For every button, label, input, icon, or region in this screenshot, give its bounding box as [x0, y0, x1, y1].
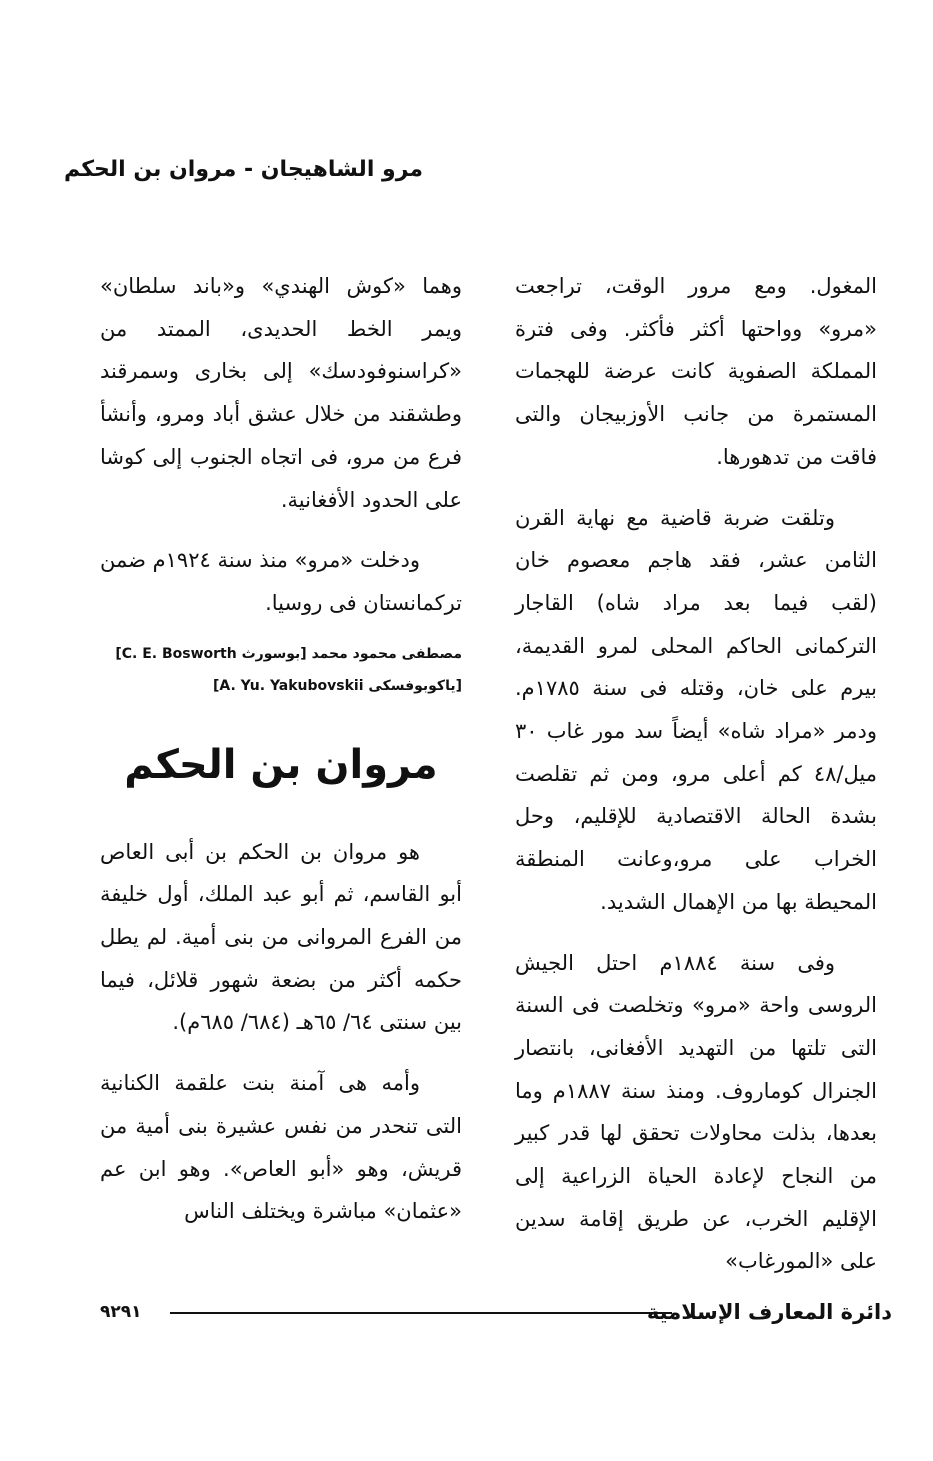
body-paragraph: وفى سنة ١٨٨٤م احتل الجيش الروسى واحة «مرو» وتخلصت فى السنة التى تلتها من التهديد الأفغانى، بانتصار الجنرال كوماروف. ومنذ سنة ١٨٨٧م وما بعدها، بذلت محاولات تحقق لها قدر كبير من النجاح لإعادة الحياة الزراعية إلى الإقليم الخرب، عن طريق إقامة سدين على «المورغاب» — [515, 950, 877, 1274]
body-paragraph: وتلقت ضربة قاضية مع نهاية القرن الثامن عشر، فقد هاجم معصوم خان (لقب فيما بعد مراد شاه) القاجار التركمانى الحاكم المحلى لمرو القديمة، بيرم على خان، وقتله فى سنة ١٧٨٥م. ودمر «مراد شاه» أيضاً سد مور غاب ٣٠ ميل/٤٨ كم أعلى مرو، ومن ثم تقلصت بشدة الحالة الاقتصادية للإقليم، وحل الخراب على مرو،وعانت المنطقة المحيطة بها من الإهمال الشديد. — [515, 505, 877, 914]
body-paragraph: وهما «كوش الهندي» و«باند سلطان» ويمر الخط الحديدى، الممتد من «كراسنوفودسك» إلى بخارى وسمرقند وطشقند من خلال عشق أباد ومرو، وأنشأ فرع من مرو، فى اتجاه الجنوب إلى كوشا على الحدود الأفغانية. — [100, 274, 462, 512]
body-paragraph: المغول. ومع مرور الوقت، تراجعت «مرو» وواحتها أكثر فأكثر. وفى فترة المملكة الصفوية كانت عرضة للهجمات المستمرة من جانب الأوزبيجان والتى فاقت من تدهورها. — [515, 274, 877, 469]
body-paragraph: هو مروان بن الحكم بن أبى العاص أبو القاسم، ثم أبو عبد الملك، أول خليفة من الفرع المروانى من بنى أمية. لم يطل حكمه أكثر من بضعة شهور قلائل، فيما بين سنتى ٦٤/ ٦٥هـ (٦٨٤/ ٦٨٥م). — [100, 839, 462, 1035]
author-credit: مصطفى محمود محمد [بوسورث C. E. Bosworth] — [115, 645, 462, 662]
body-paragraph: وأمه هى آمنة بنت علقمة الكنانية التى تنحدر من نفس عشيرة بنى أمية من قريش، وهو «أبو العاص». وهو ابن عم «عثمان» مباشرة ويختلف الناس — [100, 1071, 462, 1224]
left-column — [100, 265, 462, 1239]
body-paragraph: ودخلت «مرو» منذ سنة ١٩٢٤م ضمن تركمانستان فى روسيا. — [100, 548, 462, 615]
running-head: مرو الشاهيجان - مروان بن الحكم — [63, 157, 423, 182]
page-footer — [100, 1292, 892, 1332]
footer-rule — [170, 1312, 672, 1314]
author-credit: [ياكوبوفسكى A. Yu. Yakubovskii] — [212, 677, 462, 694]
article-title: مروان بن الحكم — [124, 741, 438, 788]
encyclopedia-name: دائرة المعارف الإسلامية — [646, 1300, 892, 1324]
page-number: ٩٢٩١ — [100, 1302, 142, 1322]
right-column — [515, 265, 877, 1289]
